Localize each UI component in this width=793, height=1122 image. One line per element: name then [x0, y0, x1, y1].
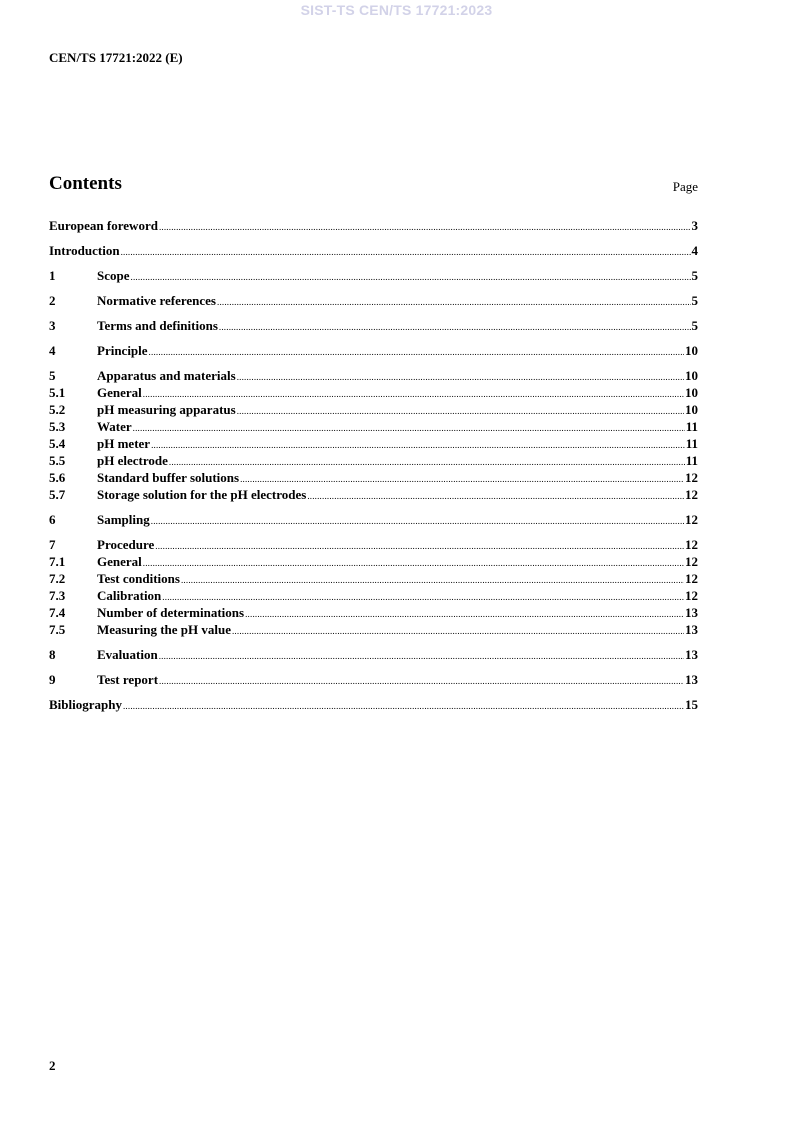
toc-dot-leader	[169, 454, 685, 471]
toc-entry-page: 5	[691, 293, 698, 308]
toc-entry-3[interactable]	[49, 317, 698, 334]
toc-entry-number: 7.3	[49, 588, 66, 603]
toc-entry-european-foreword[interactable]	[49, 217, 698, 234]
toc-entry-7-4[interactable]	[49, 604, 698, 621]
toc-entry-number: 3	[49, 318, 56, 333]
toc-entry-page: 12	[685, 571, 698, 586]
toc-entry-page: 4	[691, 243, 698, 258]
page-column-label: Page	[672, 179, 698, 194]
toc-entry-page: 12	[685, 537, 698, 552]
toc-entry-number: 2	[49, 293, 56, 308]
toc-entry-number: 5.3	[49, 419, 66, 434]
toc-dot-leader	[219, 319, 691, 336]
document-id: CEN/TS 17721:2022 (E)	[49, 50, 183, 65]
toc-entry-page: 10	[685, 385, 698, 400]
toc-entry-title: Bibliography	[49, 697, 122, 712]
toc-entry-number: 5.4	[49, 436, 66, 451]
toc-entry-title: pH electrode	[97, 453, 168, 468]
toc-entry-page: 12	[685, 588, 698, 603]
toc-entry-5-4[interactable]	[49, 435, 698, 452]
toc-entry-introduction[interactable]	[49, 242, 698, 259]
toc-entry-title: pH measuring apparatus	[97, 402, 236, 417]
toc-dot-leader	[245, 606, 684, 623]
toc-entry-number: 6	[49, 512, 56, 527]
toc-entry-title: Terms and definitions	[97, 318, 218, 333]
toc-entry-page: 3	[691, 218, 698, 233]
toc-entry-page: 13	[685, 672, 698, 687]
toc-entry-page: 12	[685, 512, 698, 527]
toc-entry-5-1[interactable]	[49, 384, 698, 401]
toc-entry-number: 5.6	[49, 470, 66, 485]
toc-dot-leader	[131, 269, 691, 286]
page-number: 2	[49, 1058, 56, 1073]
toc-entry-5-7[interactable]	[49, 486, 698, 503]
toc-entry-title: Number of determinations	[97, 605, 245, 620]
toc-entry-title: Apparatus and materials	[97, 368, 236, 383]
toc-entry-number: 5.2	[49, 402, 66, 417]
toc-dot-leader	[307, 488, 684, 505]
toc-entry-5-5[interactable]	[49, 452, 698, 469]
toc-entry-number: 7.1	[49, 554, 66, 569]
toc-entry-title: Test conditions	[97, 571, 180, 586]
toc-entry-page: 11	[685, 453, 698, 468]
toc-entry-bibliography[interactable]	[49, 696, 698, 713]
toc-dot-leader	[232, 623, 684, 640]
toc-entry-7-1[interactable]	[49, 553, 698, 570]
toc-entry-9[interactable]	[49, 671, 698, 688]
toc-entry-page: 10	[685, 402, 698, 417]
toc-dot-leader	[159, 219, 691, 236]
toc-entry-number: 5.5	[49, 453, 66, 468]
toc-entry-number: 1	[49, 268, 56, 283]
toc-dot-leader	[149, 344, 684, 361]
toc-entry-7[interactable]	[49, 536, 698, 553]
toc-entry-number: 5	[49, 368, 56, 383]
toc-dot-leader	[159, 648, 684, 665]
toc-entry-page: 10	[685, 368, 698, 383]
toc-dot-leader	[133, 420, 685, 437]
toc-entry-title: Evaluation	[97, 647, 158, 662]
toc-entry-title: Scope	[97, 268, 130, 283]
toc-entry-title: Introduction	[49, 243, 120, 258]
toc-entry-page: 12	[685, 487, 698, 502]
toc-entry-number: 7	[49, 537, 56, 552]
toc-entry-title: Calibration	[97, 588, 162, 603]
toc-dot-leader	[237, 403, 684, 420]
toc-entry-page: 13	[685, 647, 698, 662]
toc-entry-page: 15	[685, 697, 698, 712]
toc-entry-page: 11	[685, 436, 698, 451]
toc-entry-number: 7.4	[49, 605, 66, 620]
table-of-contents	[49, 217, 698, 713]
toc-entry-title: Standard buffer solutions	[97, 470, 240, 485]
toc-entry-number: 7.2	[49, 571, 66, 586]
contents-title: Contents	[49, 173, 122, 194]
toc-entry-7-2[interactable]	[49, 570, 698, 587]
toc-entry-page: 11	[685, 419, 698, 434]
toc-entry-4[interactable]	[49, 342, 698, 359]
toc-entry-7-3[interactable]	[49, 587, 698, 604]
toc-entry-title: Procedure	[97, 537, 155, 552]
toc-entry-title: Test report	[97, 672, 159, 687]
toc-dot-leader	[237, 369, 684, 386]
toc-dot-leader	[151, 513, 684, 530]
toc-entry-number: 5.1	[49, 385, 66, 400]
toc-entry-5[interactable]	[49, 367, 698, 384]
toc-entry-page: 5	[691, 318, 698, 333]
toc-dot-leader	[159, 673, 684, 690]
toc-entry-6[interactable]	[49, 511, 698, 528]
toc-entry-number: 9	[49, 672, 56, 687]
toc-dot-leader	[151, 437, 685, 454]
toc-dot-leader	[240, 471, 684, 488]
toc-entry-8[interactable]	[49, 646, 698, 663]
toc-entry-2[interactable]	[49, 292, 698, 309]
toc-entry-title: pH meter	[97, 436, 151, 451]
toc-dot-leader	[155, 538, 684, 555]
toc-entry-title: General	[97, 385, 142, 400]
toc-dot-leader	[121, 244, 691, 261]
toc-entry-page: 10	[685, 343, 698, 358]
toc-entry-title: Storage solution for the pH electrodes	[97, 487, 307, 502]
toc-entry-page: 13	[685, 622, 698, 637]
toc-entry-page: 5	[691, 268, 698, 283]
toc-entry-5-2[interactable]	[49, 401, 698, 418]
toc-dot-leader	[217, 294, 691, 311]
toc-entry-page: 12	[685, 554, 698, 569]
toc-entry-page: 12	[685, 470, 698, 485]
toc-entry-1[interactable]	[49, 267, 698, 284]
toc-dot-leader	[181, 572, 684, 589]
toc-dot-leader	[143, 555, 684, 572]
toc-dot-leader	[123, 698, 684, 715]
toc-entry-number: 7.5	[49, 622, 66, 637]
toc-entry-title: Sampling	[97, 512, 150, 527]
toc-entry-title: Measuring the pH value	[97, 622, 231, 637]
toc-entry-title: General	[97, 554, 142, 569]
toc-entry-number: 5.7	[49, 487, 66, 502]
toc-entry-5-6[interactable]	[49, 469, 698, 486]
toc-entry-number: 8	[49, 647, 56, 662]
toc-entry-page: 13	[685, 605, 698, 620]
toc-entry-number: 4	[49, 343, 56, 358]
toc-entry-title: Water	[97, 419, 132, 434]
toc-entry-5-3[interactable]	[49, 418, 698, 435]
toc-entry-title: European foreword	[49, 218, 158, 233]
toc-entry-title: Normative references	[97, 293, 216, 308]
watermark: SIST-TS CEN/TS 17721:2023	[300, 2, 493, 18]
toc-entry-title: Principle	[97, 343, 148, 358]
toc-entry-7-5[interactable]	[49, 621, 698, 638]
